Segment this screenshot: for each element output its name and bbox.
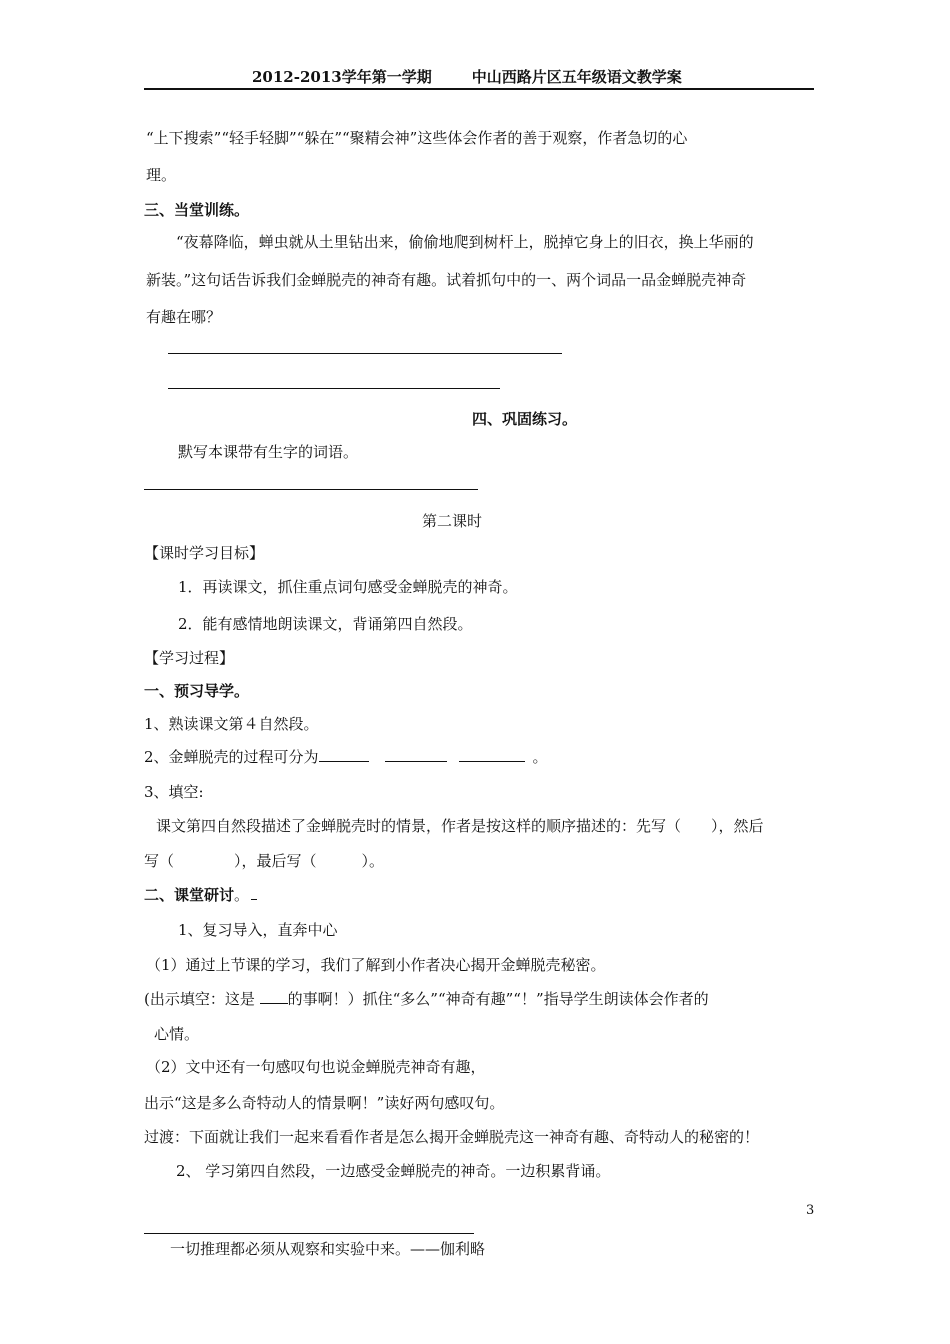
- preview-item-3: 3、填空:: [144, 783, 204, 801]
- header-title: 中山西路片区五年级语文教学案: [471, 68, 682, 86]
- show-fill-start: (出示填空：这是: [144, 990, 260, 1008]
- answer-line-2: [168, 388, 500, 389]
- learn-paragraph-4: 2、 学习第四自然段，一边感受金蝉脱壳的神奇。一边积累背诵。: [176, 1162, 611, 1180]
- preview-item-2-end: 。: [532, 748, 548, 766]
- blank-3: [459, 747, 525, 762]
- study-heading: 二、课堂研讨: [144, 886, 235, 904]
- header-rule: [144, 88, 814, 90]
- preview-heading: 一、预习导学。: [144, 682, 250, 700]
- page-header: [252, 66, 682, 87]
- section1-line2: 理。: [146, 166, 177, 184]
- preview-item-2: [144, 746, 548, 767]
- answer-line-1: [168, 353, 562, 354]
- section3-para-line1: “夜幕降临，蝉虫就从土里钻出来，偷偷地爬到树杆上，脱掉它身上的旧衣，换上华丽的: [176, 233, 754, 251]
- goals-heading: 【课时学习目标】: [144, 544, 265, 562]
- review-item: 1、复习导入，直奔中心: [178, 921, 338, 939]
- blank-1: [319, 747, 369, 762]
- fill-line-2: 写（ ），最后写（ ）。: [144, 852, 385, 870]
- answer-line-3: [144, 489, 478, 490]
- show-fill-rest: 的事啊！）抓住“多么”“神奇有趣”“！”指导学生朗读体会作者的: [287, 990, 709, 1008]
- transition: 过渡：下面就让我们一起来看看作者是怎么揭开金蝉脱壳这一神奇有趣、奇特动人的秘密的！: [144, 1128, 760, 1146]
- point-1: （1）通过上节课的学习，我们了解到小作者决心揭开金蝉脱壳秘密。: [146, 956, 606, 974]
- section1-line1: “上下搜索”“轻手轻脚”“躲在”“聚精会神”这些体会作者的善于观察，作者急切的心: [146, 129, 688, 147]
- lesson2-title: 第二课时: [422, 512, 483, 530]
- header-term: 2012-2013学年第一学期: [252, 68, 432, 86]
- preview-item-1: 1、熟读课文第４自然段。: [144, 715, 319, 733]
- blank-2: [385, 747, 447, 762]
- section4-task: 默写本课带有生字的词语。: [178, 443, 359, 461]
- page-number: 3: [806, 1203, 815, 1218]
- show-sentence: 出示“这是多么奇特动人的情景啊！”读好两句感叹句。: [144, 1094, 505, 1112]
- section3-para-line2: 新装。”这句话告诉我们金蝉脱壳的神奇有趣。试着抓句中的一、两个词品一品金蝉脱壳神奇: [146, 271, 747, 289]
- goal-2: 2．能有感情地朗读课文，背诵第四自然段。: [178, 615, 473, 633]
- point-2: （2）文中还有一句感叹句也说金蝉脱壳神奇有趣，: [146, 1058, 486, 1076]
- section4-heading: 四、巩固练习。: [472, 410, 578, 428]
- study-heading-row: [144, 884, 257, 905]
- blank-4: [260, 989, 288, 1004]
- footer-quote: 一切推理都必须从观察和实验中来。——伽利略: [170, 1240, 486, 1258]
- show-fill-line2: 心情。: [154, 1025, 200, 1043]
- section3-para-line3: 有趣在哪？: [146, 308, 222, 326]
- preview-item-2-label: 2、金蝉脱壳的过程可分为: [144, 748, 319, 766]
- fill-line-1: 课文第四自然段描述了金蝉脱壳时的情景，作者是按这样的顺序描述的：先写（ ），然后: [156, 817, 764, 835]
- show-fill: [144, 988, 709, 1009]
- section3-heading: 三、当堂训练。: [144, 201, 250, 219]
- study-heading-tail: 。: [234, 886, 250, 904]
- footer-rule: [144, 1233, 474, 1234]
- goal-1: 1．再读课文，抓住重点词句感受金蝉脱壳的神奇。: [178, 578, 518, 596]
- process-heading: 【学习过程】: [144, 649, 235, 667]
- tiny-underline: [251, 885, 257, 900]
